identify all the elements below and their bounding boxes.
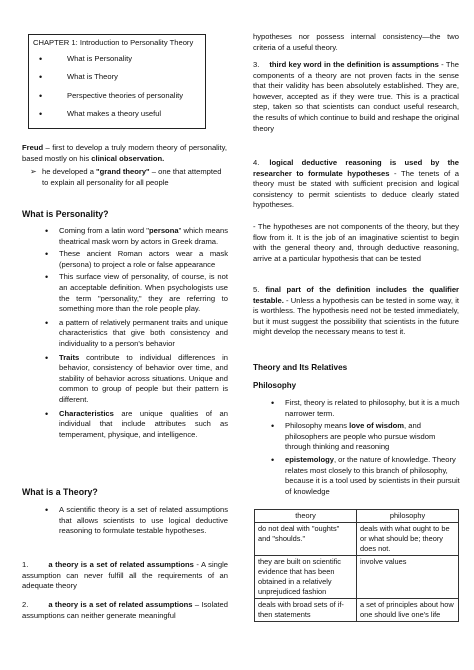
item-keyword: third key word in the definition is assumptions: [269, 60, 439, 69]
list-item: [262, 398, 460, 419]
bullet-icon: •: [45, 352, 49, 363]
text: are unique qualities of an individual that include attributes such as temperament, physique, and intelligence.: [59, 408, 228, 439]
text: A scientific theory is a set of related assumptions that allows scientists to use logical deductive reasoning to formulate testable hypotheses.: [59, 505, 228, 536]
item-number: 3.: [253, 60, 260, 69]
list-item: [36, 249, 228, 270]
numbered-item-3: [253, 60, 459, 134]
toc-title: CHAPTER 1: Introduction to Personality Theory: [33, 38, 194, 47]
characteristics-term: Characteristics: [59, 408, 114, 418]
toc-list: [33, 54, 201, 120]
traits-term: Traits: [59, 352, 80, 362]
text: Coming from a latin word ": [59, 226, 150, 235]
relatives-heading: Theory and Its Relatives: [253, 363, 348, 372]
clinical-observation: clinical observation.: [91, 153, 165, 163]
item-number: 2.: [22, 600, 29, 609]
bullet-icon: •: [45, 317, 49, 328]
freud-paragraph: [22, 143, 227, 164]
bullet-icon: •: [45, 249, 49, 260]
item-number: 1.: [22, 560, 29, 569]
text: These ancient Roman actors wear a mask (persona) to project a role or false appearance: [59, 249, 228, 269]
toc-item: • What is Personality: [33, 54, 201, 65]
text: - Unless a hypothesis can be tested in some way, it is worthless. The hypothesis need not be tested immediately, but it must suggest the possibility that scientists in the future might develop the necessary means to test it.: [253, 295, 459, 337]
text: contribute to individual differences in behavior, consistency of behavior over time, and stability of behavior across situations. Unique and common to group of people but their pattern is different.: [59, 352, 228, 404]
list-item: [36, 409, 228, 441]
grand-text: he developed a: [42, 167, 97, 176]
epistemology-term: epistemology: [285, 454, 334, 464]
philosophy-bullets: [262, 398, 460, 497]
toc-item: • What makes a theory useful: [33, 109, 201, 120]
list-item: [36, 505, 228, 537]
hypotheses-paragraph: - The hypotheses are not components of the theory, but they flow from it. It is the job of an imaginative scientist to begin with the general theory and, through deductive reasoning, arrive at a particular hypothesis that can be tested: [253, 222, 459, 263]
text: - The tenets of a theory must be stated with sufficient precision and logical consistency to permit scientists to deduce clearly stated hypotheses.: [253, 168, 459, 210]
list-item: [262, 455, 460, 497]
text: " which means theatrical mask worn by actors in Greek drama.: [59, 226, 229, 246]
numbered-item-5: [253, 285, 459, 338]
table-cell: a set of principles about how one should live one's life: [357, 599, 459, 622]
item-keyword: a theory is a set of related assumptions: [48, 560, 194, 569]
table-cell: do not deal with "oughts" and "shoulds.": [255, 523, 357, 556]
arrow-bullet-icon: ➢: [30, 167, 37, 176]
text: - The components of a theory are not proven facts in the sense that their validity has been absolutely established. They are, however, accepted as if they were true. This is a practical step, taken so that scientists can conduct useful research, the results of which continue to build and reshape the original theory: [253, 60, 460, 133]
text: This surface view of personality, of course, is not an acceptable definition. When psychologists use the term "personality," they are referring to something more than the role people play.: [59, 272, 228, 314]
list-item: [36, 318, 228, 350]
grand-text: – one that attempted to explain all personality for all people: [42, 167, 222, 187]
freud-text: – first to develop a truly modern theory of personality, based mostly on his: [22, 143, 227, 163]
persona-term: persona: [149, 226, 179, 235]
item-number: 4.: [253, 158, 260, 167]
philosophy-heading: Philosophy: [253, 381, 297, 390]
toc-item: • What is Theory: [33, 72, 201, 83]
love-of-wisdom-term: love of wisdom: [349, 421, 405, 431]
text: Philosophy means: [285, 421, 350, 431]
theory-heading: What is a Theory?: [22, 487, 98, 497]
text: - A single assumption can never fulfill all the requirements of an adequate theory: [22, 560, 228, 591]
theory-philosophy-table: [254, 509, 459, 622]
item-keyword: final part of the definition includes the qualifier testable.: [253, 285, 459, 305]
numbered-item-1: [22, 560, 228, 592]
table-row: [255, 599, 459, 622]
item-keyword: logical deductive reasoning is used by the researcher to formulate hypotheses: [253, 158, 459, 178]
bullet-icon: •: [45, 505, 49, 515]
grand-theory-item: [30, 167, 228, 188]
personality-heading: What is Personality?: [22, 209, 109, 219]
item-keyword: a theory is a set of related assumptions: [48, 600, 193, 609]
table-cell: deals with broad sets of if-then statements: [255, 599, 357, 622]
list-item: [36, 353, 228, 406]
numbered-item-4: [253, 158, 459, 211]
toc-item: • Perspective theories of personality: [33, 91, 201, 102]
list-item: [36, 226, 228, 247]
toc-box: [28, 34, 206, 129]
table-header: philosophy: [357, 510, 459, 523]
numbered-item-2: [22, 600, 228, 621]
table-row: [255, 556, 459, 599]
table-cell: involve values: [357, 556, 459, 599]
freud-name: Freud: [22, 143, 44, 152]
text: , or the nature of knowledge. Theory relates most closely to this branch of philosophy, because it is a tool used by scientists in their pursuit of knowledge: [285, 454, 460, 496]
bullet-icon: •: [271, 398, 275, 408]
bullet-icon: •: [271, 421, 275, 432]
table-header-row: [255, 510, 459, 523]
table-row: [255, 523, 459, 556]
grand-theory-term: "grand theory": [96, 167, 150, 176]
list-item: [262, 421, 460, 453]
list-item: [36, 272, 228, 314]
bullet-icon: •: [45, 226, 49, 236]
theory-definition: [36, 505, 228, 537]
table-header: theory: [255, 510, 357, 523]
text: , and philosophers are people who pursue wisdom through thinking and reasoning: [285, 421, 436, 452]
text: – Isolated assumptions can neither generate meaningful: [22, 600, 228, 620]
item-number: 5.: [253, 285, 260, 294]
personality-bullets: [36, 226, 228, 440]
table-cell: they are built on scientific evidence that has been obtained in a relatively unprejudiced fashion: [255, 556, 357, 599]
text: First, theory is related to philosophy, but it is a much narrower term.: [285, 398, 460, 418]
bullet-icon: •: [45, 408, 49, 419]
bullet-icon: •: [271, 454, 275, 465]
continued-paragraph: hypotheses nor possess internal consistency—the two criteria of a useful theory.: [253, 32, 459, 52]
table-cell: deals with what ought to be or what should be; theory does not.: [357, 523, 459, 556]
text: a pattern of relatively permanent traits and unique characteristics that give both consistency and individuality to a person's behavior: [59, 317, 228, 348]
bullet-icon: •: [45, 272, 49, 283]
